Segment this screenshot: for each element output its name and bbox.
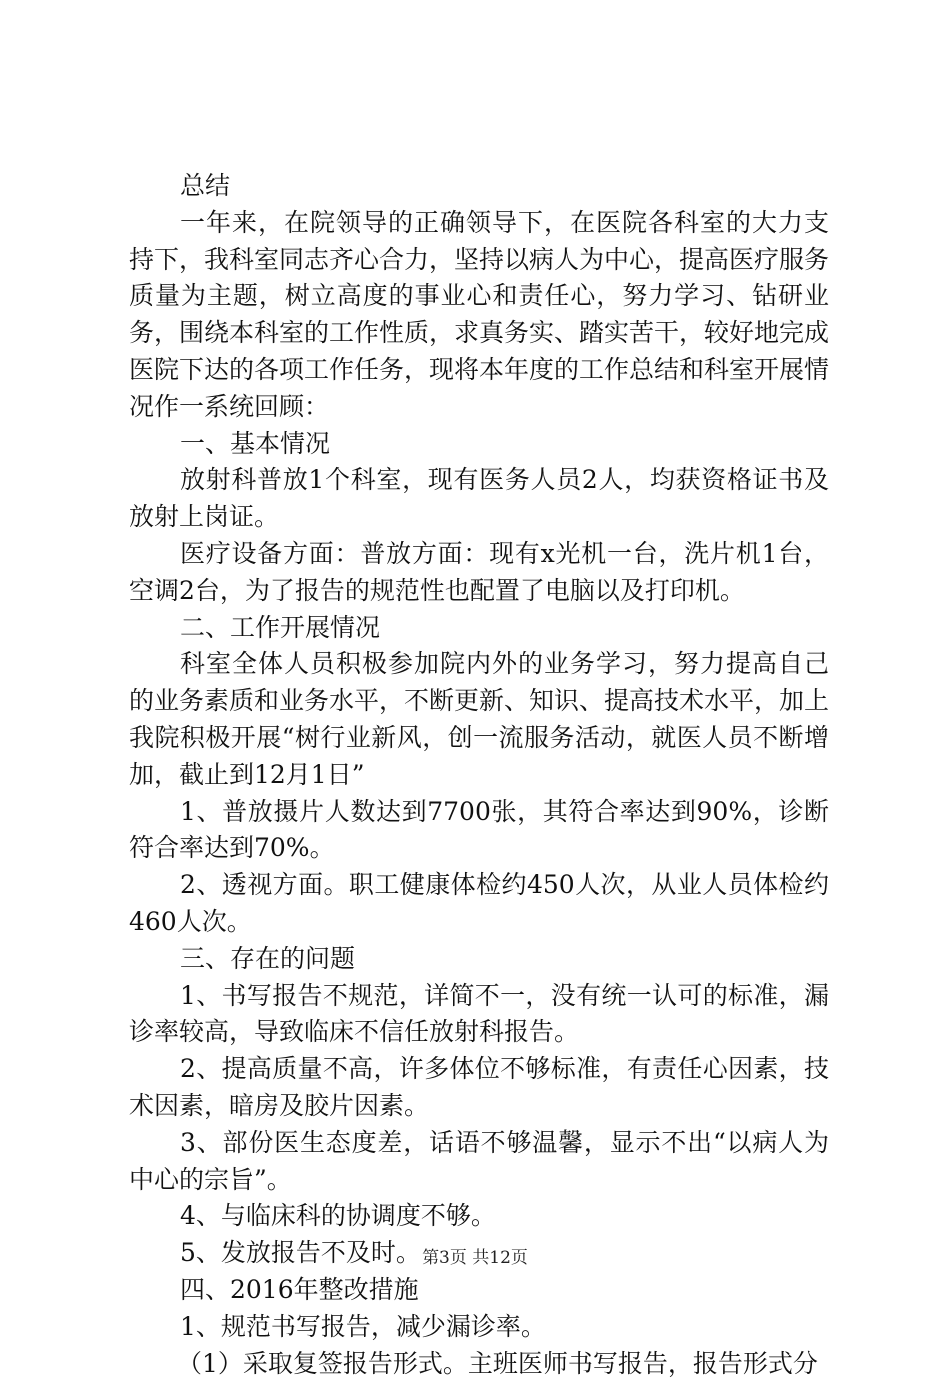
section-heading-basic: 一、基本情况 bbox=[129, 426, 829, 463]
list-item-problem-3: 3、部份医生态度差，话语不够温馨，显示不出“以病人为中心的宗旨”。 bbox=[129, 1125, 829, 1199]
paragraph-equipment: 医疗设备方面：普放方面：现有x光机一台，洗片机1台，空调2台，为了报告的规范性也配置了电脑以及打印机。 bbox=[129, 536, 829, 610]
page-number: 第3页 共12页 bbox=[422, 1248, 528, 1268]
paragraph-learning: 科室全体人员积极参加院内外的业务学习，努力提高自己的业务素质和业务水平，不断更新、知识、提高技术水平，加上我院积极开展“树行业新风，创一流服务活动，就医人员不断增加，截止到12月1日” bbox=[129, 646, 829, 793]
document-body bbox=[0, 168, 950, 1382]
section-heading-problems: 三、存在的问题 bbox=[129, 941, 829, 978]
paragraph-staff: 放射科普放1个科室，现有医务人员2人，均获资格证书及放射上岗证。 bbox=[129, 462, 829, 536]
list-item-problem-2: 2、提高质量不高，许多体位不够标准，有责任心因素，技术因素，暗房及胶片因素。 bbox=[129, 1051, 829, 1125]
heading-summary: 总结 bbox=[129, 168, 829, 205]
section-heading-measures: 四、2016年整改措施 bbox=[129, 1272, 829, 1309]
list-item-measure-1: 1、规范书写报告，减少漏诊率。 bbox=[129, 1309, 829, 1346]
list-item-problem-5: 5、发放报告不及时。 bbox=[129, 1235, 829, 1272]
page-footer bbox=[0, 1243, 950, 1268]
list-item-radiography: 1、普放摄片人数达到7700张，其符合率达到90%，诊断符合率达到70%。 bbox=[129, 794, 829, 868]
list-item-problem-1: 1、书写报告不规范，详简不一，没有统一认可的标准，漏诊率较高，导致临床不信任放射科报告。 bbox=[129, 978, 829, 1052]
section-heading-work: 二、工作开展情况 bbox=[129, 610, 829, 647]
paragraph-intro: 一年来，在院领导的正确领导下，在医院各科室的大力支持下，我科室同志齐心合力，坚持以病人为中心，提高医疗服务质量为主题，树立高度的事业心和责任心，努力学习、钻研业务，围绕本科室的工作性质，求真务实、踏实苦干，较好地完成医院下达的各项工作任务，现将本年度的工作总结和科室开展情况作一系统回顾： bbox=[129, 205, 829, 426]
list-item-problem-4: 4、与临床科的协调度不够。 bbox=[129, 1198, 829, 1235]
list-item-measure-1-1: （1）采取复签报告形式。主班医师书写报告，报告形式分 bbox=[129, 1346, 829, 1382]
list-item-fluoroscopy: 2、透视方面。职工健康体检约450人次，从业人员体检约460人次。 bbox=[129, 867, 829, 941]
